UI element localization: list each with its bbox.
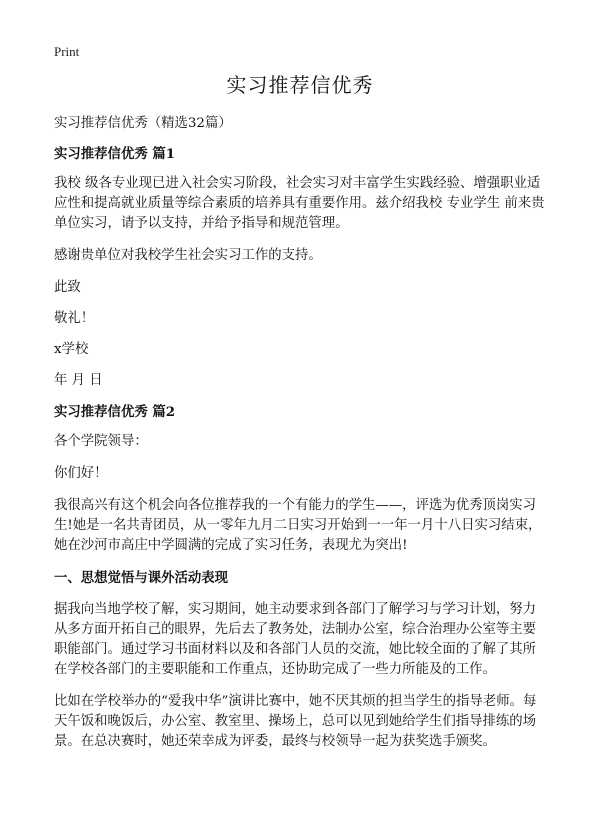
document-title: 实习推荐信优秀 xyxy=(226,73,374,97)
signature-date: 年 月 日 xyxy=(54,373,103,388)
signature-school: x学校 xyxy=(54,342,89,357)
greeting-recipient: 各个学院领导： xyxy=(54,434,148,449)
paragraph: 据我向当地学校了解，实习期间，她主动要求到各部门了解学习与学习计划，努力从多方面开拓自己的眼界，先后去了教务处，法制办公室，综合治理办公室等主要职能部门。通过学习书面材料以及和各部门人员的交流，她比较全面的了解了其所在学校各部门的主要职能和工作重点，还协助完成了一些力所能及的工作。 xyxy=(54,602,537,677)
subsection-heading: 一、思想觉悟与课外活动表现 xyxy=(54,570,229,586)
section-heading-1: 实习推荐信优秀 篇1 xyxy=(54,146,176,162)
paragraph: 我校 级各专业现已进入社会实习阶段，社会实习对丰富学生实践经验、增强职业适应性和提高就业质量等综合素质的培养具有重要作用。兹介绍我校 专业学生 前来贵单位实习，请予以支持，并给予指导和规范管理。 xyxy=(54,176,545,231)
paragraph: 比如在学校举办的“爱我中华”演讲比赛中，她不厌其烦的担当学生的指导老师。每天午饭和晚饭后，办公室、教室里、操场上，总可以见到她给学生们指导排练的场景。在总决赛时，她还荣幸成为评委，最终与校领导一起为获奖选手颁奖。 xyxy=(54,694,537,749)
paragraph: 我很高兴有这个机会向各位推荐我的一个有能力的学生——，评选为优秀顶岗实习生!她是一名共青团员，从一零年九月二日实习开始到一一年一月十八日实习结束，她在沙河市高庄中学圆满的完成了实习任务，表现尤为突出! xyxy=(54,498,542,553)
section-heading-2: 实习推荐信优秀 篇2 xyxy=(54,404,176,420)
greeting: 你们好！ xyxy=(54,466,108,481)
closing-regards: 敬礼！ xyxy=(54,311,95,326)
paragraph: 感谢贵单位对我校学生社会实习工作的支持。 xyxy=(54,248,322,263)
document-subtitle: 实习推荐信优秀（精选32篇） xyxy=(54,116,232,131)
print-link[interactable]: Print xyxy=(54,44,80,59)
closing-salutation: 此致 xyxy=(54,280,81,295)
